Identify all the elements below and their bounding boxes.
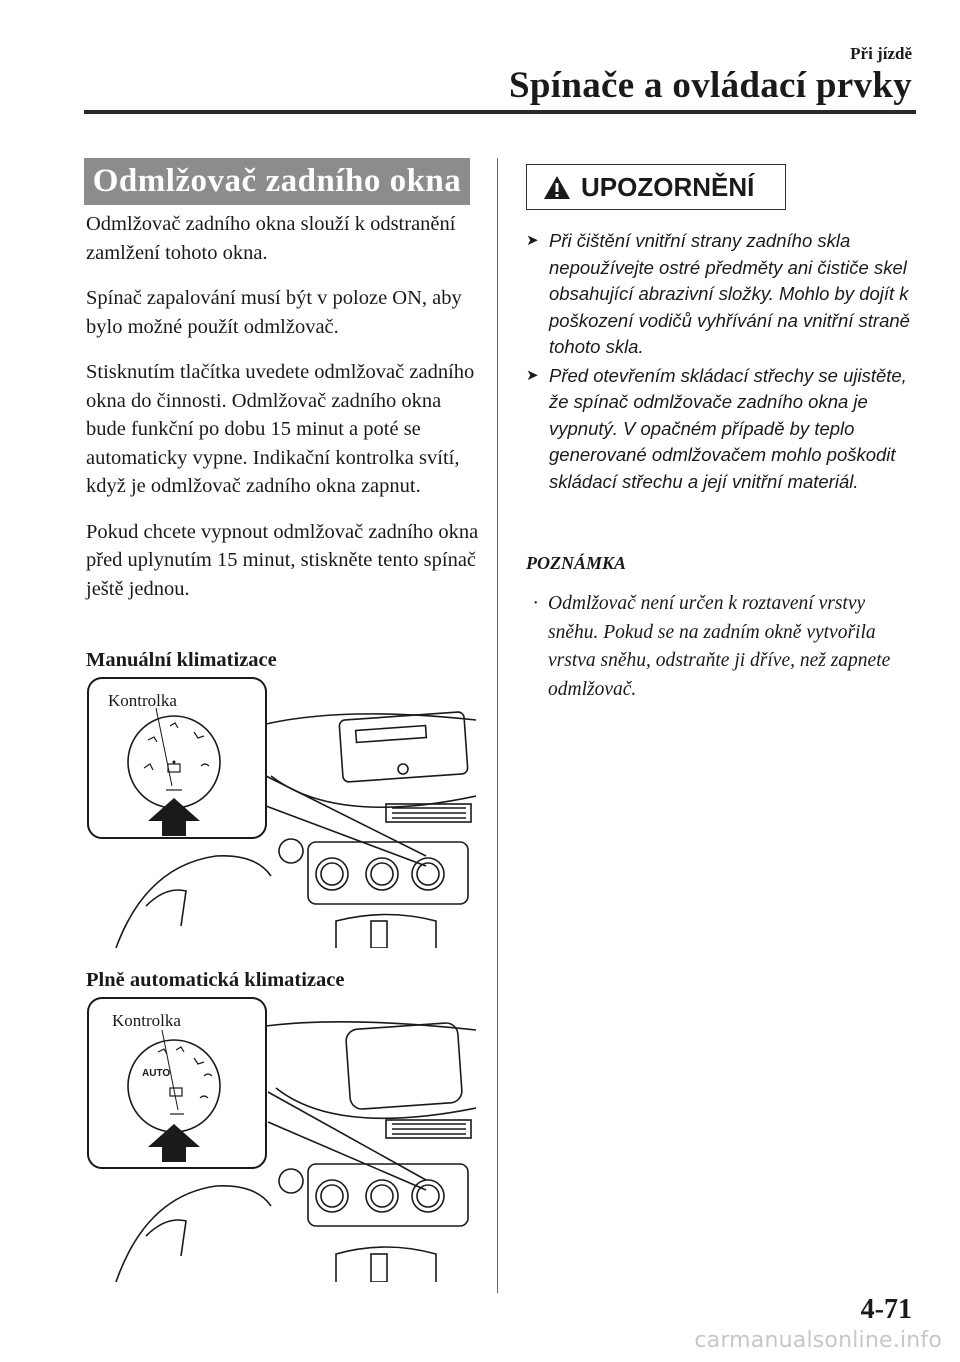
warning-item-text: Při čištění vnitřní strany zadního skla nepoužívejte ostré předměty ani čističe skel obsahující abrazivní složky. Mohlo by dojít k poškození vodičů vyhřívání na vnitřní straně tohoto skla. (549, 230, 910, 357)
warning-list (526, 228, 916, 497)
paragraph: Stisknutím tlačítka uvedete odmlžovač zadního okna do činnosti. Odmlžovač zadního okna bude funkční po dobu 15 minut a poté se automaticky vypne. Indikační kontrolka svítí, když je odmlžovač zadního okna zapnut. (86, 361, 475, 497)
note-item (533, 590, 918, 704)
note-item-text: Odmlžovač není určen k roztavení vrstvy sněhu. Pokud se na zadním okně vytvořila vrstva sněhu, odstraňte ji dříve, než zapnete odmlžovač. (548, 593, 891, 700)
warning-triangle-icon (543, 175, 571, 200)
paragraph: Pokud chcete vypnout odmlžovač zadního okna před uplynutím 15 minut, stiskněte tento spínač ještě jednou. (86, 520, 479, 600)
arrow-bullet-icon: ➤ (526, 232, 539, 249)
warning-box (526, 164, 786, 210)
section-title: Odmlžovač zadního okna (84, 158, 470, 205)
paragraph: Odmlžovač zadního okna slouží k odstranění zamlžení tohoto okna. (86, 213, 456, 264)
watermark: carmanualsonline.info (694, 1328, 942, 1353)
warning-title: UPOZORNĚNÍ (581, 171, 755, 202)
figure-manual-climate (86, 676, 476, 948)
warning-item (526, 363, 916, 496)
bullet-dot-icon: · (533, 593, 538, 614)
column-divider (497, 158, 498, 1293)
arrow-bullet-icon: ➤ (526, 366, 539, 384)
note-label: POZNÁMKA (526, 553, 627, 573)
figure-label: Kontrolka (108, 691, 177, 710)
subheading-manual: Manuální klimatizace (86, 649, 277, 671)
header-divider (84, 110, 916, 114)
page-number: 4-71 (860, 1294, 912, 1325)
warning-item-text: Před otevřením skládací střechy se ujistěte, že spínač odmlžovače zadního okna je vypnutý. V opačném případě by teplo generované odmlžovačem mohlo poškodit skládací střechu a její vnitřní materiál. (549, 364, 907, 492)
page-header-title: Spínače a ovládací prvky (509, 65, 912, 106)
warning-item (526, 228, 916, 361)
chapter-label: Při jízdě (850, 44, 912, 63)
figure-auto-climate (86, 996, 476, 1282)
subheading-auto: Plně automatická klimatizace (86, 969, 345, 991)
section-body (86, 210, 481, 620)
figure-label: Kontrolka (112, 1011, 181, 1030)
paragraph: Spínač zapalování musí být v poloze ON, aby bylo možné použít odmlžovač. (86, 287, 462, 338)
auto-badge: AUTO (142, 1068, 171, 1079)
